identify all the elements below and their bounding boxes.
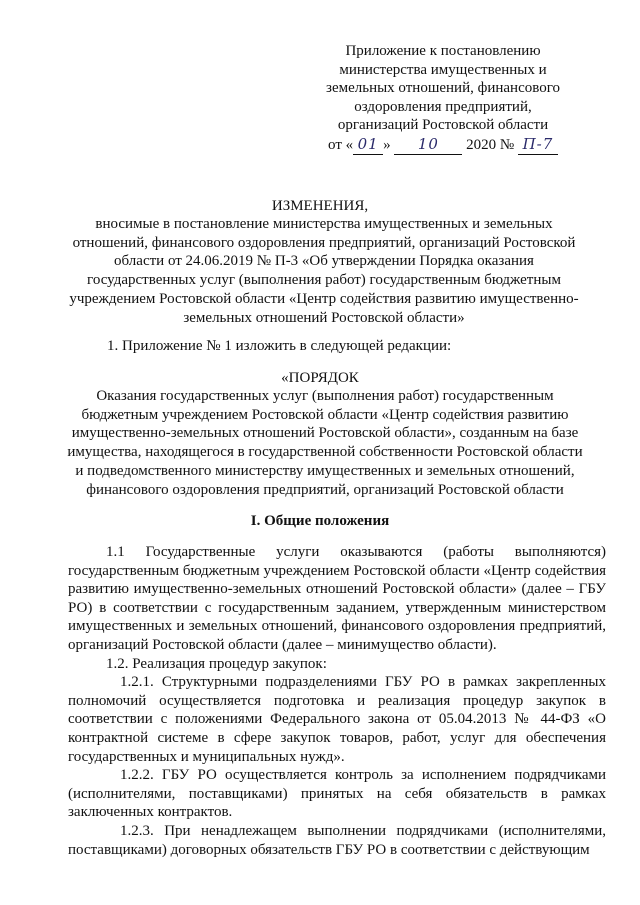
- header-line-2: министерства имущественных и: [339, 61, 547, 78]
- paragraph-1-2-3: 1.2.3. При ненадлежащем выполнении подрядчиками (исполнителями, поставщиками) договорных обязательств ГБУ РО в соответствии с действующим: [68, 822, 606, 858]
- header-line-3: земельных отношений, финансового: [326, 80, 560, 97]
- paragraph-1-2: 1.2. Реализация процедур закупок:: [106, 655, 327, 672]
- decree-number: П-7: [518, 135, 558, 155]
- procedure-title: «ПОРЯДОК: [281, 370, 359, 386]
- document-title: ИЗМЕНЕНИЯ,: [271, 198, 369, 214]
- date-year: 2020 №: [466, 136, 515, 153]
- paragraph-1-2-2: 1.2.2. ГБУ РО осуществляется контроль за исполнением подрядчиками (исполнителями, поставщиками) принятых на себя обязательств в рамках заключенных контрактов.: [68, 767, 606, 821]
- header-line-1: Приложение к постановлению: [345, 43, 541, 59]
- item-1-text: 1. Приложение № 1 изложить в следующей редакции:: [107, 338, 452, 354]
- date-prefix: от «: [328, 136, 354, 153]
- header-line-5: организаций Ростовской области: [337, 117, 549, 134]
- procedure-subtitle: Оказания государственных услуг (выполнения работ) государственным бюджетным учреждением Ростовской области «Центр содействия развитию имущественно-земельных отношений Ростовской области», созданным на базе имущества, находящегося в государственной собственности Ростовской области и подведомственного министерству имущественных и земельных отношений, финансового оздоровления предприятий, организаций Ростовской области: [67, 388, 583, 498]
- section-heading: I. Общие положения: [250, 513, 390, 529]
- date-mid: »: [383, 136, 391, 153]
- date-day: 01: [353, 135, 383, 155]
- date-month: 10: [394, 135, 462, 155]
- paragraph-1-2-1: 1.2.1. Структурными подразделениями ГБУ РО в рамках закрепленных полномочий осуществляется подготовка и реализация процедур закупок в соответствии с положениями Федерального закона от 05.04.2013 № 44-ФЗ «О контрактной системе в сфере закупок товаров, работ, услуг для обеспечения государственных и муниципальных нужд».: [68, 674, 606, 765]
- body-text: [68, 543, 606, 859]
- header-line-4: оздоровления предприятий,: [354, 98, 532, 115]
- document-subtitle: вносимые в постановление министерства имущественных и земельных отношений, финансового оздоровления предприятий, организаций Ростовской области от 24.06.2019 № П-3 «Об утверждении Порядка оказания государственных услуг (выполнения работ) государственным бюджетным учреждением Ростовской области «Центр содействия развитию имущественно-земельных отношений Ростовской области»: [69, 216, 579, 326]
- appendix-header: [318, 42, 568, 155]
- header-date-line: [318, 135, 568, 155]
- paragraph-1-1: 1.1 Государственные услуги оказываются (работы выполняются) государственным бюджетным учреждением Ростовской области «Центр содействия развитию имущественно-земельных отношений Ростовской области» (далее – ГБУ РО) в соответствии с государственным заданием, утвержденным министерством имущественных и земельных отношений, финансового оздоровления предприятий, организаций Ростовской области (далее – минимущество области).: [68, 544, 606, 653]
